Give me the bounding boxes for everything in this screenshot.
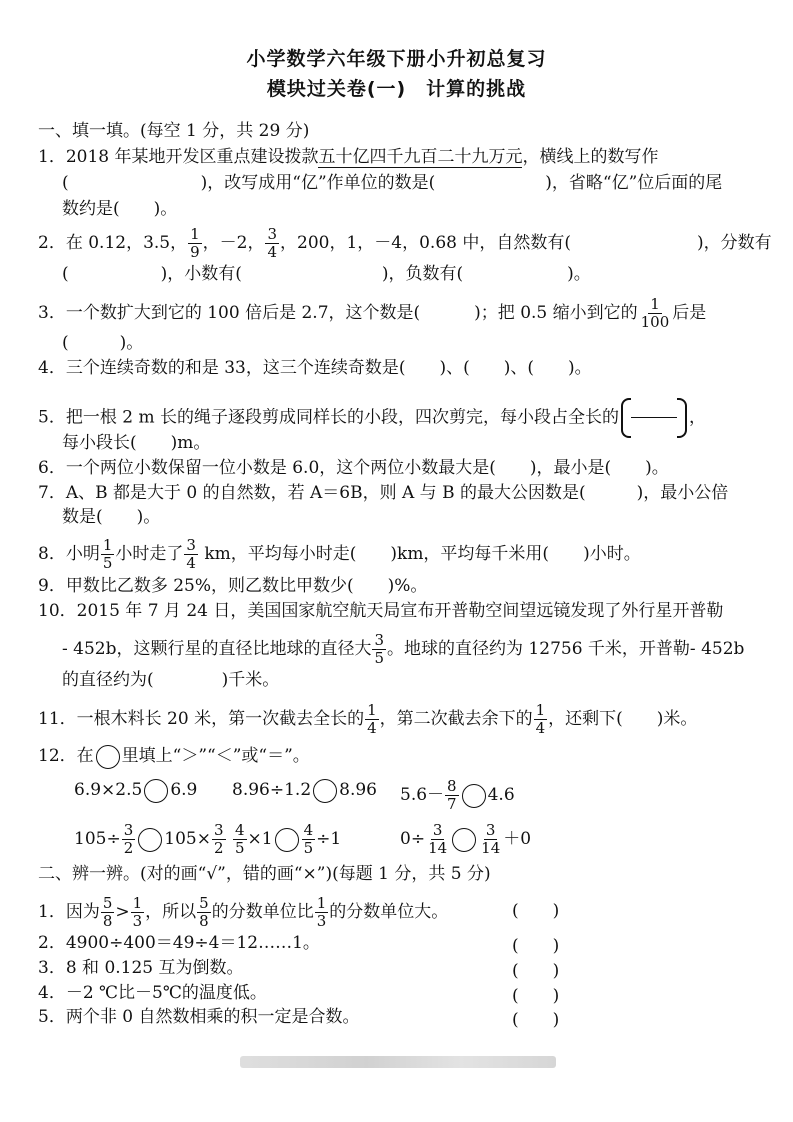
fraction: $\frac{1}{3}$	[132, 894, 143, 930]
question-3-line-1: 3．一个数扩大到它的 100 倍后是 2.7，这个数是( )；把 0.5 缩小到它的 $\frac{1}{100}$ 后是	[38, 295, 707, 331]
question-10-line-3: 的直径约为( )千米。	[62, 670, 280, 690]
question-3-line-2: ( )。	[62, 333, 144, 353]
question-7-line-1: 7．A、B 都是大于 0 的自然数，若 A＝6B，则 A 与 B 的最大公因数是( )，最小公倍	[38, 483, 729, 503]
compare-circle[interactable]	[313, 779, 337, 803]
fraction: $\frac{1}{9}$	[190, 225, 200, 261]
question-5-line-2: 每小段长( )m。	[62, 433, 211, 453]
fraction: $\frac{4}{5}$	[235, 821, 245, 857]
compare-item: 5.6－ $\frac{8}{7}$ 4.6	[400, 777, 515, 813]
compare-item: 105÷ $\frac{3}{2}$ 105× $\frac{3}{2}$	[74, 821, 224, 857]
question-10-line-1: 10．2015 年 7 月 24 日，美国国家航空航天局宣布开普勒空间望远镜发现了外行星开普勒	[38, 601, 724, 621]
fraction: $\frac{1}{4}$	[535, 701, 546, 737]
question-6: 6．一个两位小数保留一位小数是 6.0，这个两位小数最大是( )，最小是( )。	[38, 458, 669, 478]
exam-title: 小学数学六年级下册小升初总复习	[246, 48, 547, 70]
compare-circle[interactable]	[138, 828, 162, 852]
fraction: $\frac{3}{4}$	[267, 225, 278, 261]
fraction: $\frac{5}{8}$	[199, 894, 209, 930]
compare-item: 8.96÷1.2 8.96	[232, 778, 377, 803]
blurred-footer	[240, 1056, 556, 1068]
question-12: 12．在 里填上“＞”“＜”或“＝”。	[38, 744, 758, 769]
question-10-line-2: - 452b，这颗行星的直径比地球的直径大 $\frac{3}{5}$ 。地球的直径约为 12756 千米，开普勒- 452b	[62, 631, 745, 667]
judge-1: 1．因为 $\frac{5}{8}$ > $\frac{1}{3}$ ，所以 $\frac{5}{8}$ 的分数单位比 $\frac{1}{3}$ 的分数单位大。	[38, 894, 449, 930]
compare-item: $\frac{4}{5}$ ×1 $\frac{4}{5}$ ÷1	[235, 821, 342, 857]
fraction: $\frac{3}{2}$	[213, 821, 224, 857]
fraction: $\frac{1}{5}$	[102, 536, 113, 572]
judge-3: 3．8 和 0.125 互为倒数。	[38, 958, 244, 978]
fraction: $\frac{3}{14}$	[481, 821, 501, 857]
compare-circle[interactable]	[452, 828, 476, 852]
question-1-line-1: 1．2018 年某地开发区重点建设拨款五十亿四千九百二十九万元，横线上的数写作	[38, 147, 659, 167]
fraction: $\frac{1}{3}$	[316, 894, 327, 930]
question-2-line-1: 2．在 0.12，3.5， $\frac{1}{9}$ ，－2， $\frac{3}{4}$ ，200，1，－4，0.68 中，自然数有( )，分数有	[38, 225, 772, 261]
question-9: 9．甲数比乙数多 25%，则乙数比甲数少( )%。	[38, 576, 428, 596]
fraction: $\frac{4}{5}$	[303, 821, 314, 857]
compare-item: 6.9×2.5 6.9	[74, 778, 197, 803]
question-5-line-1: 5．把一根 2 m 长的绳子逐段剪成同样长的小段，四次剪完，每小段占全长的 ，	[38, 398, 758, 438]
judge-answer-paren[interactable]: ( )	[512, 1010, 560, 1030]
fraction: $\frac{3}{14}$	[428, 821, 448, 857]
underlined-amount: 五十亿四千九百二十九万元	[318, 147, 523, 167]
judge-answer-paren[interactable]: ( )	[512, 936, 560, 956]
question-1-line-2: ( )，改写成用“亿”作单位的数是( )，省略“亿”位后面的尾	[62, 173, 723, 193]
fraction: $\frac{1}{100}$	[640, 295, 670, 331]
fraction: $\frac{8}{7}$	[447, 777, 457, 813]
judge-answer-paren[interactable]: ( )	[512, 961, 560, 981]
question-8: 8．小明 $\frac{1}{5}$ 小时走了 $\frac{3}{4}$ km，平均每小时走( )km，平均每千米用( )小时。	[38, 536, 641, 572]
judge-4: 4．－2 ℃比－5℃的温度低。	[38, 983, 267, 1003]
judge-2: 2．4900÷400＝49÷4＝12……1。	[38, 933, 320, 953]
question-1-line-3: 数约是( )。	[62, 199, 178, 219]
question-11: 11．一根木料长 20 米，第一次截去全长的 $\frac{1}{4}$ ，第二次截去余下的 $\frac{1}{4}$ ，还剩下( )米。	[38, 701, 698, 737]
compare-circle[interactable]	[462, 784, 486, 808]
fraction: $\frac{3}{5}$	[374, 631, 385, 667]
fraction: $\frac{1}{4}$	[367, 701, 377, 737]
question-2-line-2: ( )，小数有( )，负数有( )。	[62, 264, 591, 284]
judge-answer-paren[interactable]: ( )	[512, 901, 560, 921]
exam-subtitle: 模块过关卷(一) 计算的挑战	[266, 78, 527, 100]
question-7-line-2: 数是( )。	[62, 507, 161, 527]
section-1-heading: 一、填一填。(每空 1 分，共 29 分)	[38, 121, 310, 141]
question-4: 4．三个连续奇数的和是 33，这三个连续奇数是( )、( )、( )。	[38, 358, 592, 378]
fraction: $\frac{3}{4}$	[186, 536, 196, 572]
compare-item: 0÷ $\frac{3}{14}$ $\frac{3}{14}$ ＋0	[400, 821, 532, 857]
section-2-heading: 二、辨一辨。(对的画“√”，错的画“×”)(每题 1 分，共 5 分)	[38, 864, 491, 884]
fraction: $\frac{3}{2}$	[123, 821, 134, 857]
judge-5: 5．两个非 0 自然数相乘的积一定是合数。	[38, 1007, 360, 1027]
fraction: $\frac{5}{8}$	[102, 894, 113, 930]
circle-icon	[96, 745, 120, 769]
judge-answer-paren[interactable]: ( )	[512, 986, 560, 1006]
compare-circle[interactable]	[275, 828, 299, 852]
compare-circle[interactable]	[144, 779, 168, 803]
